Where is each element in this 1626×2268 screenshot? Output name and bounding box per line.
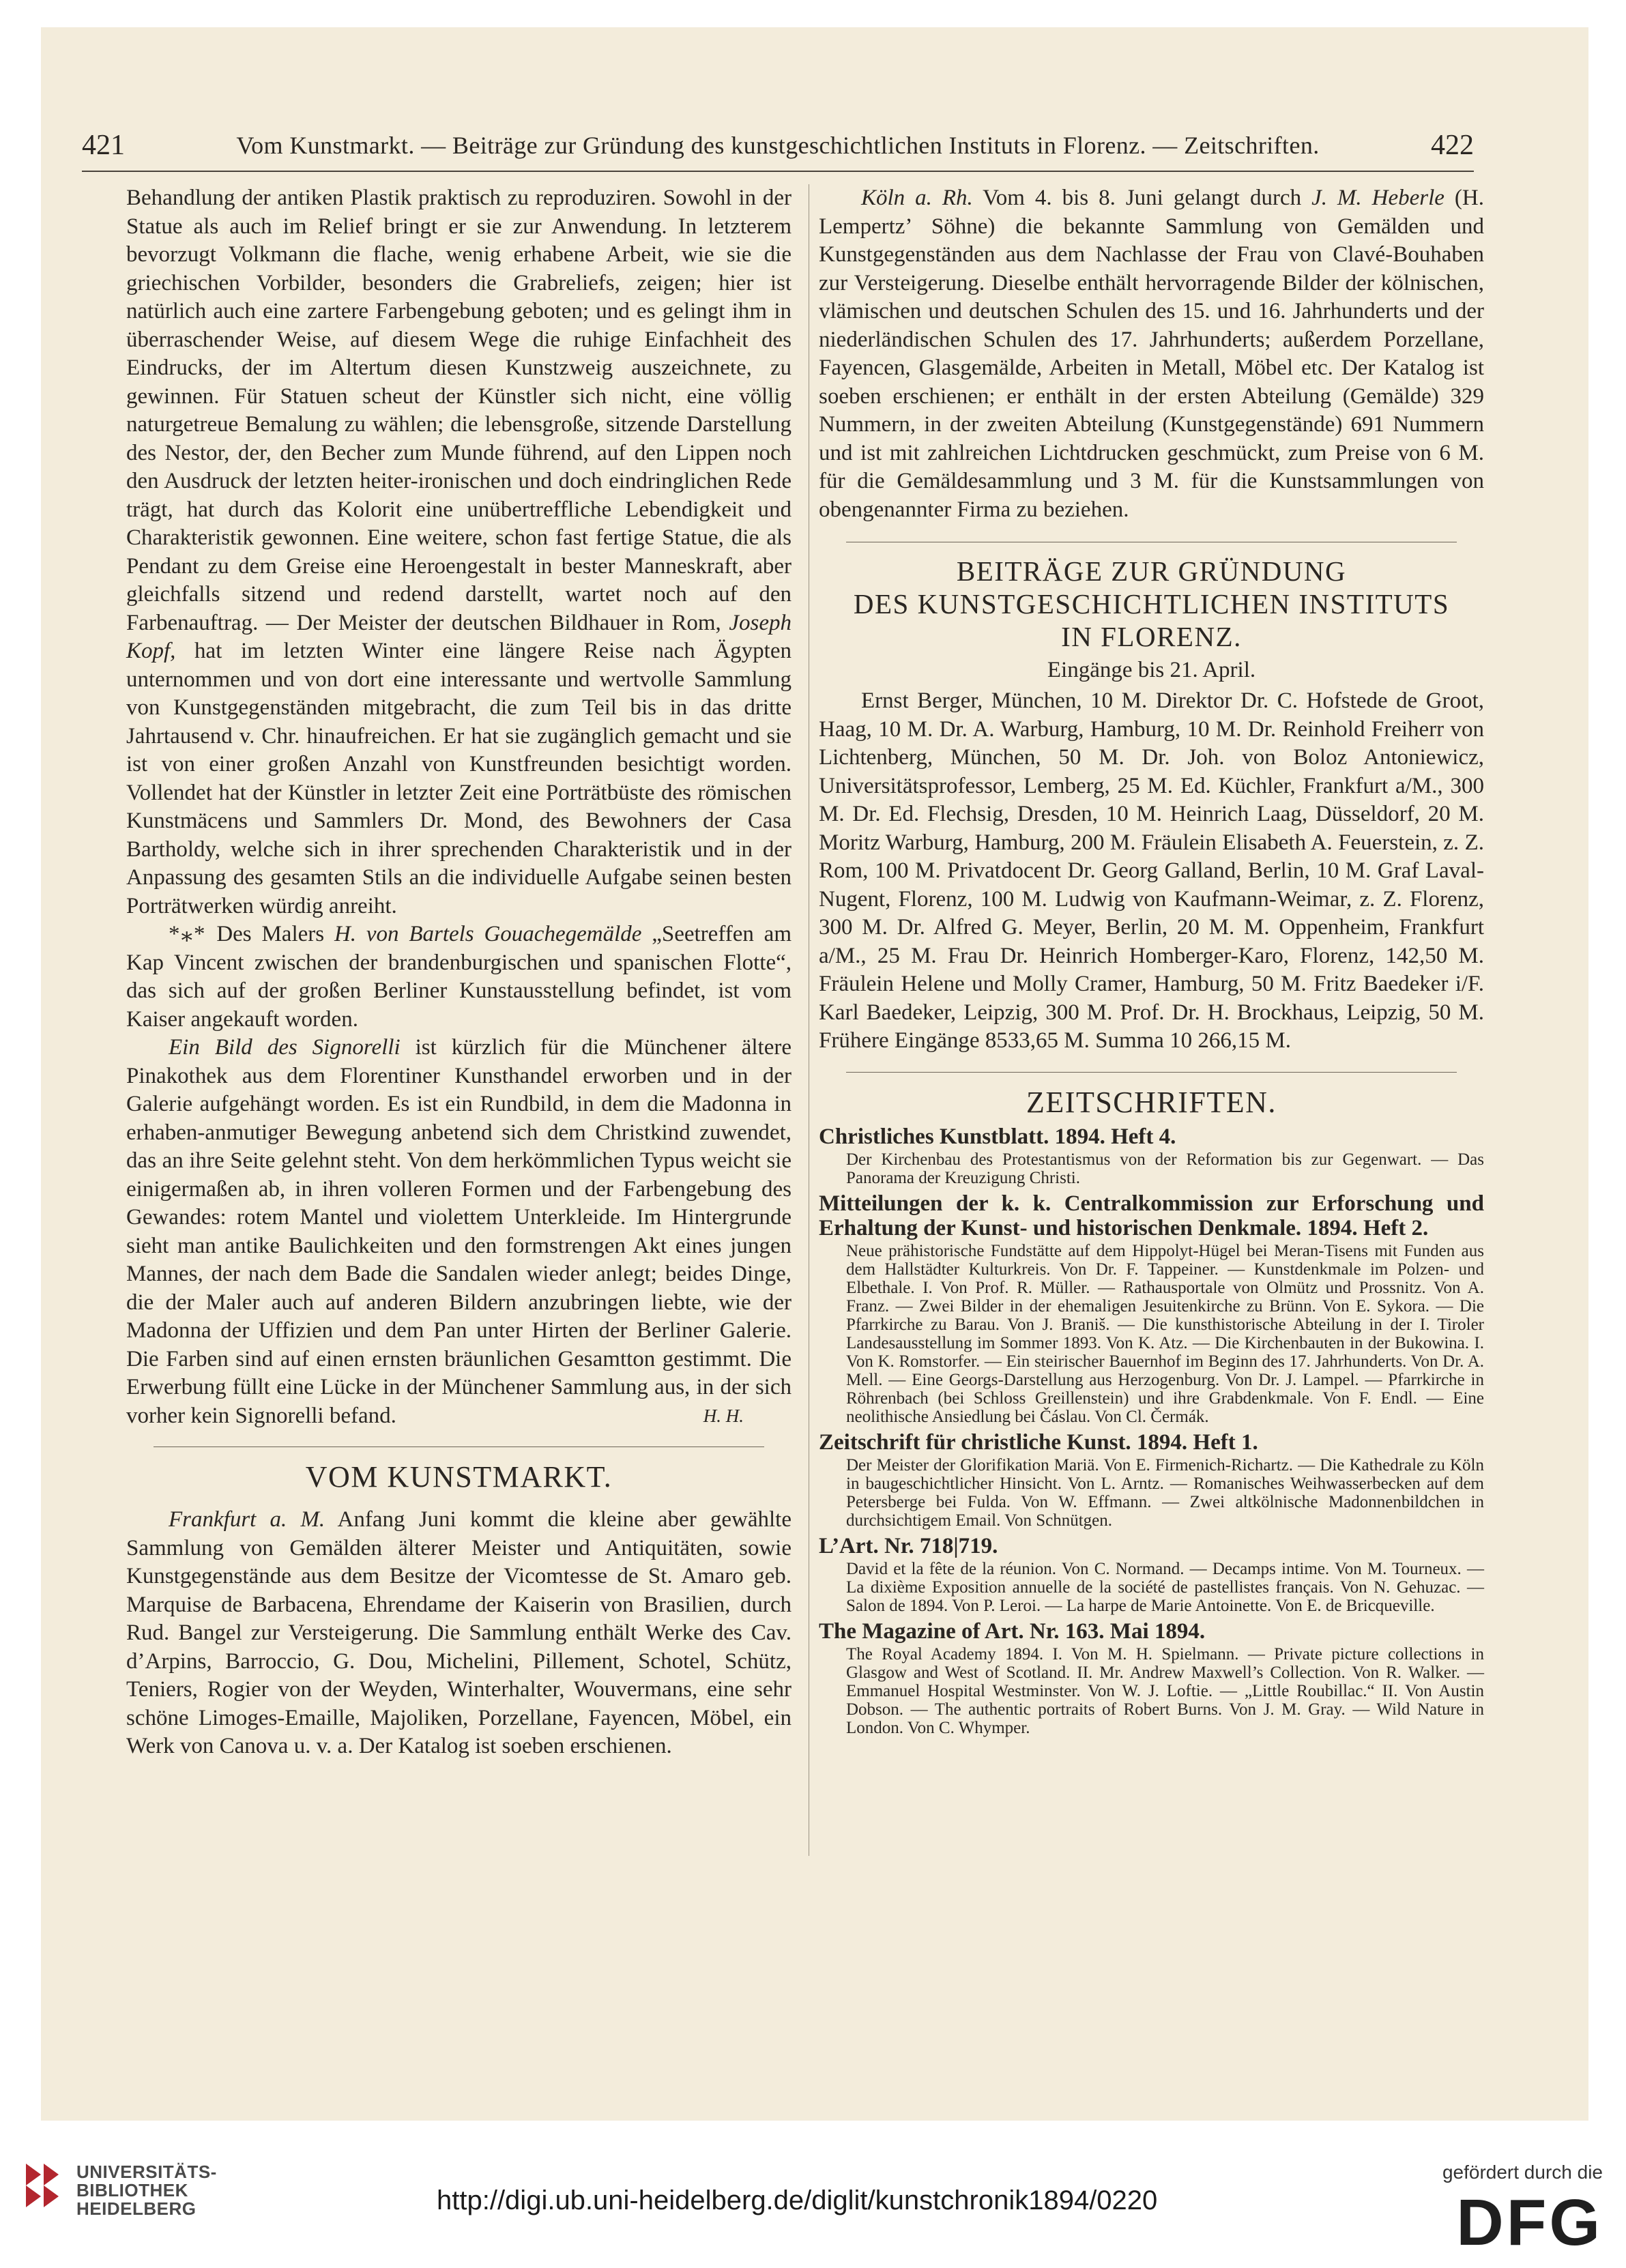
paragraph-koeln: Köln a. Rh. Vom 4. bis 8. Juni gelangt durch J. M. Heberle (H. Lempertz’ Söhne) die bekannte Sammlung von Gemälden und Kunstgegenständen aus dem Nachlasse der Frau von Clavé-Bouhaben zur Versteigerung. Dieselbe enthält hervorragende Bilder der kölnischen, vlämischen und deutschen Schulen des 15. und 16. Jahrhunderts und der niederländischen Schulen des 17. Jahrhunderts; außerdem Porzellane, Fayencen, Glasgemälde, Arbeiten in Metall, Möbel etc. Der Katalog ist soeben erschienen; er enthält in der ersten Abteilung (Gemälde) 329 Nummern, in der zweiten Abteilung (Kunstgegenstände) 691 Nummern und ist mit zahlreichen Lichtdrucken geschmückt, zum Preise von 6 M. für die Gemäldesammlung und 3 M. für die Kunstsammlungen von obengenannter Firma zu beziehen.: [819, 186, 1484, 522]
paragraph-frankfurt: Frankfurt a. M. Anfang Juni kommt die kleine aber gewählte Sammlung von Gemälden älterer Meister und Antiquitäten, sowie Kunstgegenstände aus dem Besitze der Vicomtesse de St. Amaro geb. Marquise de Barbacena, Ehrendame der Kaiserin von Brasilien, durch Rud. Bangel zur Versteigerung. Die Sammlung enthält Werke des Cav. d’Arpins, Barroccio, G. Dou, Michelini, Pillement, Schotel, Schütz, Teniers, Rogier von der Weyden, Winterhalter, Wouvermans, eine sehr schöne Limoges-Emaille, Majoliken, Porzellane, Fayencen, Möbel, ein Werk von Canova u. v. a. Der Katalog ist soeben erschienen.: [126, 1507, 792, 1758]
journal-contents: David et la fête de la réunion. Von C. Normand. — Decamps intime. Von M. Tourneux. — La dixième Exposition annuelle de la société de pastellistes français. Von N. Gehuzac. — Salon de 1894. Von P. Leroi. — La harpe de Marie Antoinette. Von E. de Bricqueville.: [846, 1559, 1484, 1615]
page-number-right: 422: [1431, 130, 1474, 161]
footer-bar: [0, 2121, 1626, 2268]
journal-contents: The Royal Academy 1894. I. Von M. H. Spielmann. — Private picture collections in Glasgow and West of Scotland. II. Mr. Andrew Maxwell’s Collection. Von R. Walker. — Emmanuel Hospital Westminster. Von W. J. Loftie. — „Little Roubillac.“ II. Von Austin Dobson. — The authentic portraits of Robert Burns. Von J. M. Gray. — Wild Nature in London. Von C. Whymper.: [846, 1644, 1484, 1737]
name-joseph-kopf: Joseph Kopf,: [126, 610, 792, 663]
page-number-left: 421: [82, 130, 125, 161]
journal-heading: Zeitschrift für christliche Kunst. 1894. Heft 1.: [819, 1429, 1258, 1455]
journal-contents: Der Meister der Glorifikation Mariä. Von E. Firmenich-Richartz. — Die Kathedrale zu Köln in baugeschichtlicher Hinsicht. Von L. Arntz. — Romanisches Weihwasserbecken auf dem Petersberge bei Fulda. Von W. Effmann. — Zwei altkölnische Madonnenbildchen in durchsichtigem Email. Von Schnütgen.: [846, 1455, 1484, 1530]
running-title: Vom Kunstmarkt. — Beiträge zur Gründung des kunstgeschichtlichen Instituts in Florenz. — Zeitschriften.: [236, 132, 1320, 159]
journal-contents: Neue prähistorische Fundstätte auf dem Hippolyt-Hügel bei Meran-Tisens mit Funden aus dem Hallstädter Kulturkreis. Von Dr. F. Tappeiner. — Kunstdenkmale im Polzen- und Elbethale. I. Von Prof. R. Müller. — Rathausportale von Olmütz und Prossnitz. Von A. Franz. — Zwei Bilder in der ehemaligen Jesuitenkirche zu Brünn. Von E. Sykora. — Die Pfarrkirche zu Barau. Von J. Braniš. — Die kunsthistorische Abteilung in der I. Tiroler Landesausstellung im Sommer 1893. Von K. Atz. — Die Kirchenbauten in der Bukowina. I. Von K. Romstorfer. — Ein steirischer Bauernhof im Beginn des 17. Jahrhunderts. Von Dr. A. Mell. — Eine Georgs-Darstellung aus Herzogenburg. Von Dr. J. Lampel. — Pfarrkirche in Röhrenbach (bei Schloss Greillenstein) und ihre Grabdenkmale. Von F. Endl. — Eine neolithische Ansiedlung bei Čáslau. Von Cl. Čermák.: [846, 1241, 1484, 1426]
running-header: [82, 125, 1474, 166]
journal-heading: Mitteilungen der k. k. Centralkommission zur Erforschung und Erhaltung der Kunst- und historischen Denkmale. 1894. Heft 2.: [819, 1191, 1484, 1240]
journal-contents: Der Kirchenbau des Protestantismus von der Reformation bis zur Gegenwart. — Das Panorama der Kreuzigung Christi.: [846, 1150, 1484, 1187]
paragraph-bartels: *⁎* Des Malers H. von Bartels Gouachegemälde „Seetreffen am Kap Vincent zwischen der brandenburgischen und spanischen Flotte“, das sich auf der großen Berliner Kunstausstellung befindet, ist vom Kaiser angekauft worden.: [126, 922, 792, 1032]
right-column: [819, 184, 1484, 1741]
library-logo-text: UNIVERSITÄTS- BIBLIOTHEK HEIDELBERG: [76, 2162, 217, 2219]
section-title-beitraege-3: IN FLORENZ.: [1061, 621, 1242, 652]
paragraph-volkmann: Behandlung der antiken Plastik praktisch zu reproduziren. Sowohl in der Statue als auch im Relief bringt er sie zur Anwendung. In letzterem bevorzugt Volkmann die flache, wenig erhabene Arbeit, wie sie die griechischen Vorbilder, besonders die Grabreliefs, zeigen; hier ist natürlich auch eine zartere Farbengebung geboten; und es gelingt ihm in überraschender Weise, auf diesem Wege die ruhige Einfachheit des Eindrucks, der im Altertum diesen Kunstzweig auszeichnete, zu gewinnen. Für Statuen scheut der Künstler sich nicht, eine völlig naturgetreue Bemalung zu wählen; die lebensgroße, sitzende Darstellung des Nestor, der, den Becher zum Munde führend, auf den Lippen noch den Ausdruck der letzten heiter-ironischen und doch eindringlichen Rede trägt, hat durch das Kolorit eine unübertreffliche Lebendigkeit und Charakteristik gewonnen. Eine weitere, schon fast fertige Statue, die als Pendant zu dem Greise eine Heroengestalt in bester Manneskraft, aber gleichfalls sitzend und redend darstellt, wartet noch auf den Farbenauftrag. — Der Meister der deutschen Bildhauer in Rom, Joseph Kopf, hat im letzten Winter eine längere Reise nach Ägypten unternommen und von dort eine interessante und wertvolle Sammlung von Kunstgegenständen mitgebracht, die zum Teil bis in das dritte Jahrtausend v. Chr. hinaufreichen. Er hat sie zugänglich gemacht und sie ist von einer großen Anzahl von Kunstfreunden besichtigt worden. Vollendet hat der Künstler in letzter Zeit eine Porträtbüste des römischen Kunstmäcens und Sammlers Dr. Mond, des Bewohners der Casa Bartholdy, welche sich in ihrer sprechenden Charakteristik und in der Anpassung des gesamten Stils an die individuelle Aufgabe seinen besten Porträtwerken würdig anreiht.: [126, 186, 792, 918]
paragraph-contributions: Ernst Berger, München, 10 M. Direktor Dr. C. Hofstede de Groot, Haag, 10 M. Dr. A. Warburg, Hamburg, 10 M. Dr. Reinhold Freiherr von Lichtenberg, München, 50 M. Dr. Joh. von Boloz Antoniewicz, Universitätsprofessor, Lemberg, 25 M. Ed. Küchler, Frankfurt a/M., 300 M. Dr. Ed. Flechsig, Dresden, 10 M. Heinrich Laag, Düsseldorf, 20 M. Moritz Warburg, Hamburg, 200 M. Fräulein Elisabeth A. Feuerstein, z. Z. Rom, 100 M. Privatdocent Dr. Georg Galland, Berlin, 10 M. Graf Laval-Nugent, Florenz, 100 M. Ludwig von Kaufmann-Weimar, z. Z. Florenz, 300 M. Dr. Alfred G. Meyer, Berlin, 20 M. M. Oppenheim, Frankfurt a/M., 25 M. Frau Dr. Heinrich Homberger-Karo, Florenz, 142,50 M. Fräulein Helene und Molly Cramer, Hamburg, 50 M. Fritz Baedeker i/F. Karl Baedeker, Leipzig, 300 M. Prof. Dr. H. Brockhaus, Leipzig, 50 M. Frühere Eingänge 8533,65 M. Summa 10 266,15 M.: [819, 688, 1484, 1053]
dfg-logo: DFG: [1456, 2186, 1603, 2259]
asterism: *⁎*: [169, 922, 207, 946]
left-column: [126, 184, 792, 1761]
journal-heading: Christliches Kunstblatt. 1894. Heft 4.: [819, 1124, 1176, 1149]
section-rule: [846, 1072, 1457, 1073]
paragraph-signorelli: Ein Bild des Signorelli ist kürzlich für die Münchener ältere Pinakothek aus dem Florentiner Kunsthandel erworben und in der Galerie aufgehängt worden. Es ist ein Rundbild, in dem die Madonna in erhaben-anmutiger Bewegung anbetend sich dem Christkind zuwendet, das an ihre Seite gelehnt steht. Von dem herkömmlichen Typus weicht sie einigermaßen ab, in ihren volleren Formen und der Farbengebung des Gewandes: rotem Mantel und violettem Unterkleide. Im Hintergrunde sieht man antike Baulichkeiten und den formstrengen Akt eines jungen Mannes, der nach dem Bade die Sandalen wieder anlegt; beides Dinge, die der Maler auch auf anderen Bildern anzubringen liebte, wie der Madonna der Uffizien und dem Pan unter Hirten der Berliner Galerie. Die Farben sind auf einen ernsten bräunlichen Gesamtton gestimmt. Die Erwerbung füllt eine Lücke in der Münchener Sammlung aus, in der sich vorher kein Signorelli befand. H. H.: [126, 1034, 792, 1430]
section-rule: [154, 1446, 764, 1447]
journal-heading: The Magazine of Art. Nr. 163. Mai 1894.: [819, 1618, 1206, 1644]
section-title-zeitschriften: ZEITSCHRIFTEN.: [1026, 1085, 1277, 1119]
author-signature: H. H.: [703, 1405, 744, 1426]
funded-by-label: gefördert durch die: [1442, 2162, 1603, 2183]
section-title-kunstmarkt: VOM KUNSTMARKT.: [305, 1460, 613, 1494]
header-rule: [82, 171, 1474, 172]
journal-heading: L’Art. Nr. 718|719.: [819, 1533, 998, 1558]
section-title-beitraege-1: BEITRÄGE ZUR GRÜNDUNG: [956, 555, 1347, 587]
section-title-beitraege-2: DES KUNSTGESCHICHTLICHEN INSTITUTS: [853, 588, 1450, 620]
section-subtitle: Eingänge bis 21. April.: [1047, 658, 1256, 682]
university-seal-icon: [19, 2158, 67, 2213]
permalink-url[interactable]: http://digi.ub.uni-heidelberg.de/diglit/kunstchronik1894/0220: [437, 2185, 1158, 2215]
